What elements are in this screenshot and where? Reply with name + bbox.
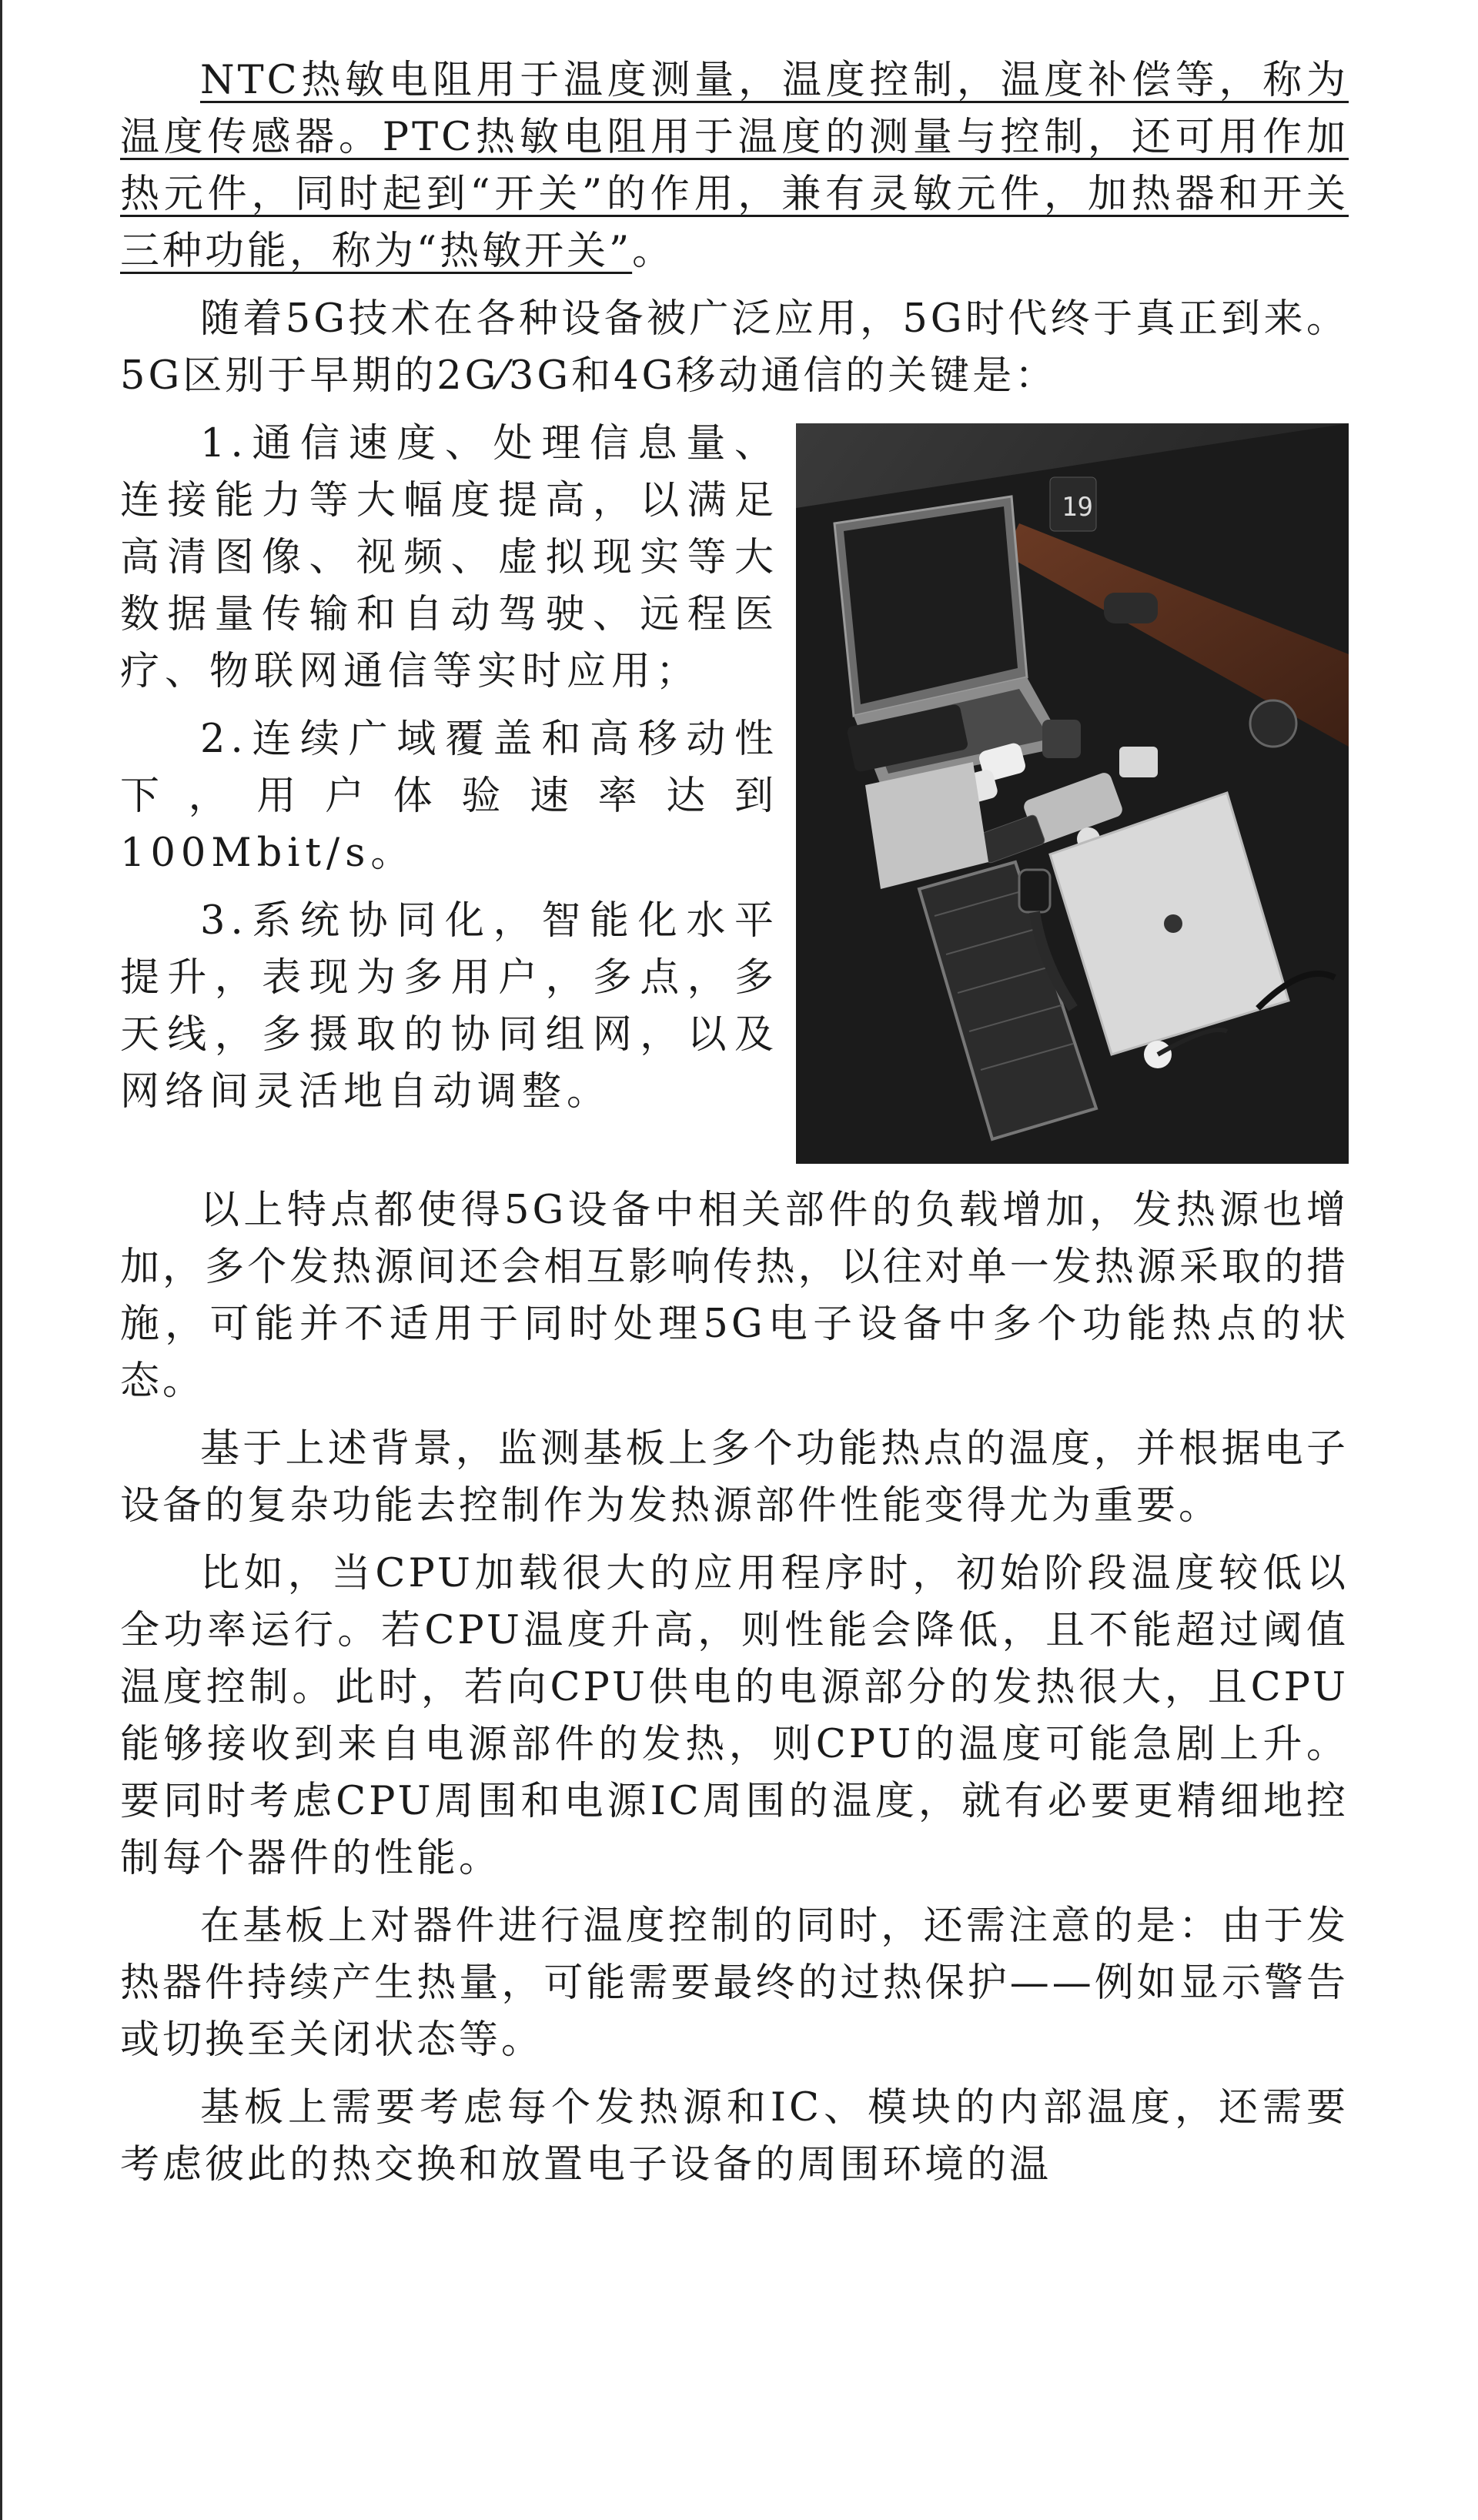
clock-digits: 19 — [1062, 492, 1093, 523]
desk-photo-graphic — [796, 423, 1349, 1164]
list-item-3: 3.系统协同化，智能化水平提升，表现为多用户，多点，多天线，多摄取的协同组网，以及网络间灵活地自动调整。 — [120, 898, 779, 1115]
list-with-photo — [120, 416, 1349, 1171]
list-item-2: 2.连续广域覆盖和高移动性下，用户体验速率达到100Mbit/s。 — [120, 717, 779, 876]
page-left-border — [0, 0, 2, 2520]
paragraph-overheat-protection: 在基板上对器件进行温度控制的同时，还需注意的是：由于发热器件持续产生热量，可能需要最终的过热保护——例如显示警告或切换至关闭状态等。 — [120, 1903, 1349, 2063]
list-item-1: 1.通信速度、处理信息量、连接能力等大幅度提高，以满足高清图像、视频、虚拟现实等大数据量传输和自动驾驶、远程医疗、物联网通信等实时应用； — [120, 421, 779, 694]
underlined-text: NTC热敏电阻用于温度测量，温度控制，温度补偿等，称为温度传感器。PTC热敏电阻用于温度的测量与控制，还可用作加热元件，同时起到“开关”的作用，兼有灵敏元件，加热器和开关三种功能，称为“热敏开关” — [120, 58, 1349, 274]
article-body — [120, 52, 1349, 2194]
paragraph-background: 基于上述背景，监测基板上多个功能热点的温度，并根据电子设备的复杂功能去控制作为发热源部件性能变得尤为重要。 — [120, 1426, 1349, 1529]
paragraph-board-temperature: 基板上需要考虑每个发热源和IC、模块的内部温度，还需要考虑彼此的热交换和放置电子设备的周围环境的温 — [120, 2085, 1349, 2187]
paragraph-thermistor — [120, 52, 1349, 280]
desk-devices-photo — [796, 423, 1349, 1164]
paragraph-cpu-example: 比如，当CPU加载很大的应用程序时，初始阶段温度较低以全功率运行。若CPU温度升高，则性能会降低，且不能超过阈值温度控制。此时，若向CPU供电的电源部分的发热很大，且CPU能够接收到来自电源部件的发热，则CPU的温度可能急剧上升。要同时考虑CPU周围和电源IC周围的温度，就有必要更精细地控制每个器件的性能。 — [120, 1551, 1349, 1881]
paragraph-heat-sources: 以上特点都使得5G设备中相关部件的负载增加，发热源也增加，多个发热源间还会相互影响传热，以往对单一发热源采取的措施，可能并不适用于同时处理5G电子设备中多个功能热点的状态。 — [120, 1188, 1349, 1404]
paragraph-5g-intro: 随着5G技术在各种设备被广泛应用，5G时代终于真正到来。5G区别于早期的2G⁄3G和4G移动通信的关键是： — [120, 296, 1349, 399]
paragraph-end-mark: 。 — [632, 229, 675, 274]
